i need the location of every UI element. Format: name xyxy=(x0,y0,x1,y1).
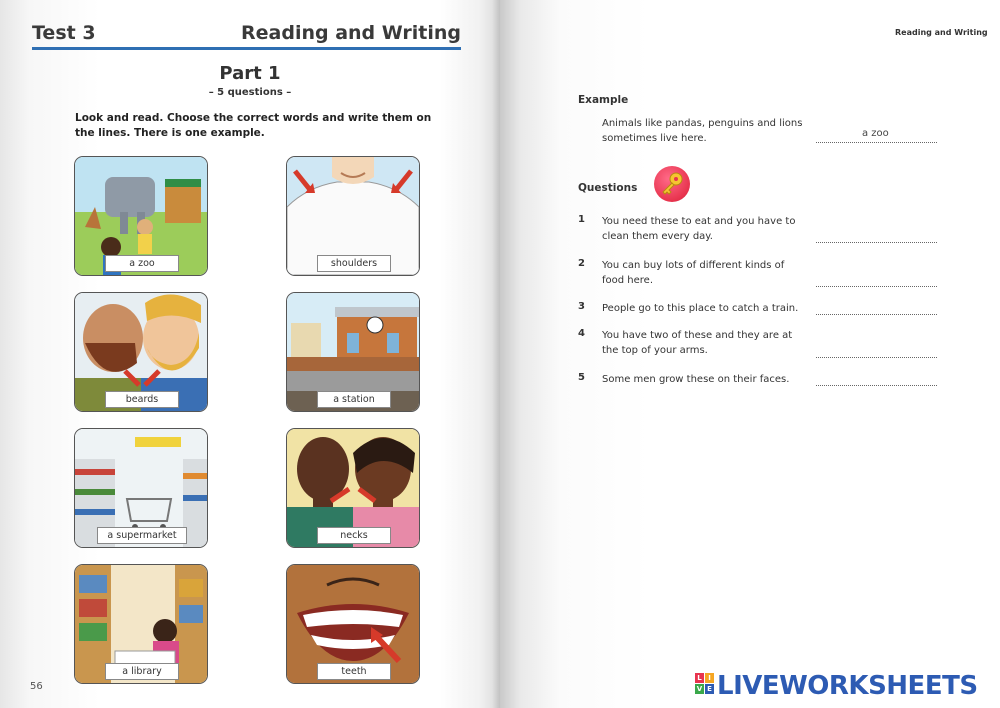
picture-card-supermarket xyxy=(74,428,208,548)
example-answer: a zoo xyxy=(862,128,889,139)
key-icon[interactable] xyxy=(654,166,690,202)
example-heading: Example xyxy=(578,94,629,106)
test-title: Test 3 xyxy=(32,22,96,44)
answer-input-2[interactable] xyxy=(816,276,937,287)
card-label: a station xyxy=(317,391,391,408)
card-label: a zoo xyxy=(105,255,179,272)
question-number: 5 xyxy=(578,372,585,383)
question-number: 3 xyxy=(578,301,585,312)
question-text: You can buy lots of different kinds of food here. xyxy=(602,260,785,286)
card-label: teeth xyxy=(317,663,391,680)
page-number: 56 xyxy=(30,681,43,692)
answer-input-4[interactable] xyxy=(816,347,937,358)
picture-card-station xyxy=(286,292,420,412)
question-text: You have two of these and they are at the top of your arms. xyxy=(602,330,793,356)
instructions: Look and read. Choose the correct words and write them on the lines. There is one example. xyxy=(75,112,432,139)
card-label: a library xyxy=(105,663,179,680)
card-label: shoulders xyxy=(317,255,391,272)
header-rule xyxy=(32,47,461,50)
answer-input-5[interactable] xyxy=(816,375,937,386)
question-text: You need these to eat and you have to clean them every day. xyxy=(602,216,796,242)
answer-input-1[interactable] xyxy=(816,232,937,243)
picture-card-library xyxy=(74,564,208,684)
answer-input-3[interactable] xyxy=(816,304,937,315)
picture-card-teeth xyxy=(286,564,420,684)
question-text: Some men grow these on their faces. xyxy=(602,374,790,385)
card-label: beards xyxy=(105,391,179,408)
example-text: Animals like pandas, penguins and lions sometimes live here. xyxy=(602,118,803,144)
key-glyph xyxy=(654,166,690,202)
right-header: Reading and Writing xyxy=(895,28,988,37)
picture-card-beards xyxy=(74,292,208,412)
card-label: a supermarket xyxy=(97,527,187,544)
picture-card-shoulders xyxy=(286,156,420,276)
section-title: Reading and Writing xyxy=(241,22,461,44)
question-number: 4 xyxy=(578,328,585,339)
logo-icon: L I V E xyxy=(695,673,715,695)
questions-heading: Questions xyxy=(578,182,638,194)
picture-card-zoo xyxy=(74,156,208,276)
picture-card-necks xyxy=(286,428,420,548)
left-header xyxy=(32,22,461,50)
part-subtitle: – 5 questions – xyxy=(208,87,292,98)
card-label: necks xyxy=(317,527,391,544)
logo-text: LIVEWORKSHEETS xyxy=(717,671,978,701)
question-text: People go to this place to catch a train. xyxy=(602,303,799,314)
part-title: Part 1 xyxy=(219,63,281,84)
question-number: 2 xyxy=(578,258,585,269)
question-number: 1 xyxy=(578,214,585,225)
